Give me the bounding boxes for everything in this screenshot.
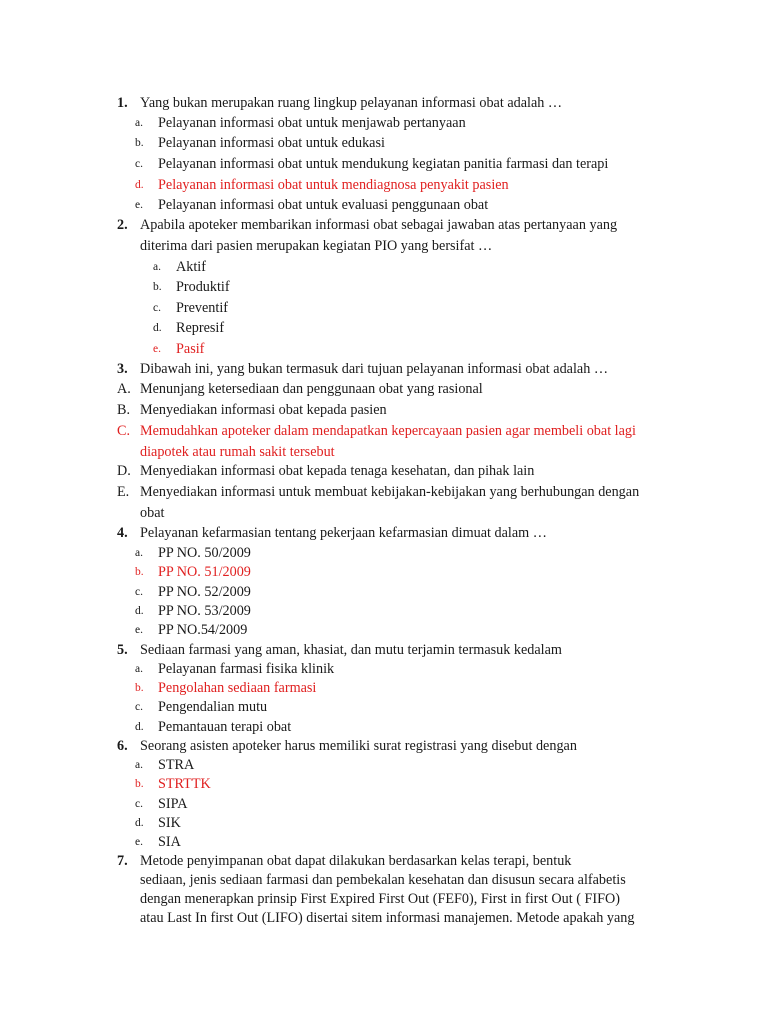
question-number: 3. — [117, 361, 128, 377]
question-number: 6. — [117, 738, 128, 754]
question-number: 7. — [117, 853, 128, 869]
question-text-line-2: diterima dari pasien merupakan kegiatan PIO yang bersifat … — [140, 238, 493, 254]
question-text: Yang bukan merupakan ruang lingkup pelayanan informasi obat adalah … — [140, 95, 563, 111]
question-text: Sediaan farmasi yang aman, khasiat, dan mutu terjamin termasuk kedalam — [140, 642, 562, 658]
question-text: Seorang asisten apoteker harus memiliki surat registrasi yang disebut dengan — [140, 738, 577, 754]
question-number: 5. — [117, 642, 128, 658]
question-text-line-1: Metode penyimpanan obat dapat dilakukan berdasarkan kelas terapi, bentuk — [140, 853, 572, 869]
question-text-line-1: Apabila apoteker membarikan informasi obat sebagai jawaban atas pertanyaan yang — [140, 217, 618, 233]
question-number: 4. — [117, 525, 128, 541]
question-text-line-3: dengan menerapkan prinsip First Expired First Out (FEF0), First in first Out ( FIFO) — [140, 891, 620, 907]
question-text-line-4: atau Last In first Out (LIFO) disertai sitem informasi manajemen. Metode apakah yang — [140, 910, 635, 926]
question-text-line-2: sediaan, jenis sediaan farmasi dan pembekalan kesehatan dan disusun secara alfabetis — [140, 872, 626, 888]
question-number: 2. — [117, 217, 128, 233]
question-text: Dibawah ini, yang bukan termasuk dari tujuan pelayanan informasi obat adalah … — [140, 361, 609, 377]
document-page: 1. Yang bukan merupakan ruang lingkup pelayanan informasi obat adalah … a. Pelayanan informasi obat untuk menjawab pertanyaan b. Pelayanan informasi obat untuk edukasi c. Pelayanan informasi obat untuk mendukung kegiatan panitia farmasi dan terapi d. Pelayanan informasi obat untuk mendiagnosa penyakit pasien e. Pelayanan informasi obat untuk evaluasi penggunaan obat 2. Apabila apoteker membarikan informasi obat sebagai jawaban atas pertanyaan yang diterima dari pasien merupakan kegiatan PIO yang bersifat … a. Aktif b. Produktif c. Preventif d. Represif e. Pasif 3. Dibawah ini, yang bukan termasuk dari tujuan pelayanan informasi obat adalah … A. Menunjang ketersediaan dan penggunaan obat yang rasional B. Menyediakan informasi obat kepada pasien C. Memudahkan apoteker dalam mendapatkan kepercayaan pasien agar membeli obat lagi diapotek atau rumah sakit tersebut D. Menyediakan informasi obat kepada tenaga kesehatan, dan pihak lain E. Menyediakan informasi untuk membuat kebijakan-kebijakan yang berhubungan dengan obat 4. Pelayanan kefarmasian tentang pekerjaan kefarmasian dimuat dalam … a. PP NO. 50/2009 b. PP NO. 51/2009 c. PP NO. 52/2009 d. PP NO. 53/2009 e. PP NO.54/2009 5. Sediaan farmasi yang aman, khasiat, dan mutu terjamin termasuk kedalam a. Pelayanan farmasi fisika klinik b. Pengolahan sediaan farmasi c. Pengendalian mutu d. Pemantauan terapi obat 6. Seorang asisten apoteker harus memiliki surat registrasi yang disebut dengan a. STRA b. STRTTK c. SIPA d. SIK e. SIA 7. Metode penyimpanan obat dapat dilakukan berdasarkan kelas terapi, bentuk sediaan, jenis sediaan farmasi dan pembekalan kesehatan dan disusun secara alfabetis dengan menerapkan prinsip First Expired First Out (FEF0), First in first Out ( FIFO) atau Last In first Out (LIFO) disertai sitem informasi manajemen. Metode apakah yang — [117, 95, 640, 926]
question-text: Pelayanan kefarmasian tentang pekerjaan kefarmasian dimuat dalam … — [140, 525, 547, 541]
question-number: 1. — [117, 95, 128, 111]
